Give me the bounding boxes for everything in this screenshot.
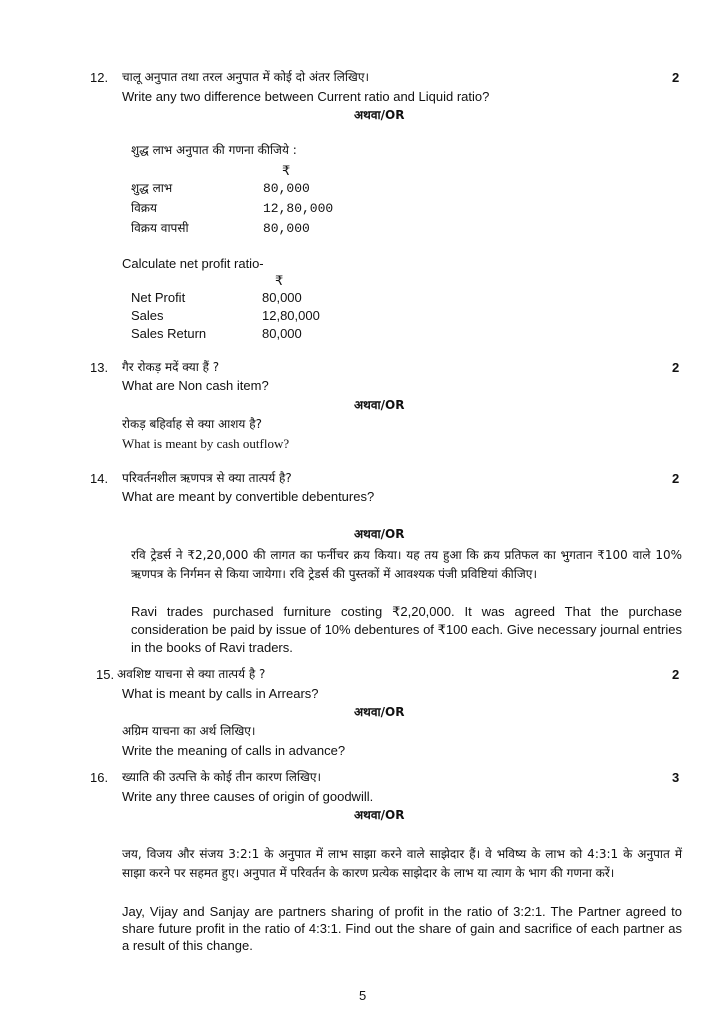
- q16-english-text: Write any three causes of origin of goodwill.: [122, 789, 374, 804]
- q12-english-rupee-symbol: ₹: [275, 273, 284, 288]
- q14-english-text: What are meant by convertible debentures?: [122, 489, 375, 504]
- q16-alt-hindi-paragraph: जय, विजय और संजय 3:2:1 के अनुपात में लाभ साझा करने वाले साझेदार हैं। वे भविष्य के लाभ को 4:3:1 के अनुपात में साझा करने पर सहमत हुए। अनुपात में परिवर्तन के कारण प्रत्येक साझेदार के लाभ या त्याग के भाग की गणना करें।: [122, 847, 682, 880]
- q15-or-label: अथवा/OR: [354, 705, 405, 719]
- q14-hindi-text: परिवर्तनशील ऋणपत्र से क्या तात्पर्य है?: [122, 471, 292, 485]
- q16-alt-english-paragraph: Jay, Vijay and Sanjay are partners sharing of profit in the ratio of 3:2:1. The Partner agreed to share future profit in the ratio of 4:3:1. Find out the share of gain and sacrifice of each partner as a result of this change.: [122, 904, 682, 953]
- q12-english-row-value: 80,000: [262, 290, 302, 305]
- q16-marks: 3: [672, 770, 680, 785]
- q12-hindi-row-value: 80,000: [263, 221, 310, 236]
- q15-hindi-text: अवशिष्ट याचना से क्या तात्पर्य है ?: [117, 667, 266, 681]
- q12-english-text: Write any two difference between Current ratio and Liquid ratio?: [122, 89, 490, 104]
- q12-hindi-row-label: विक्रय: [131, 201, 157, 215]
- q14-alt-english-paragraph: Ravi trades purchased furniture costing ₹2,20,000. It was agreed That the purchase consideration be paid by issue of 10% debentures of ₹100 each. Give necessary journal entries in the books of Ravi traders.: [131, 604, 682, 655]
- q14-marks: 2: [672, 471, 680, 486]
- q12-hindi-row-value: 80,000: [263, 181, 310, 196]
- q12-english-row-label: Net Profit: [131, 290, 186, 305]
- q12-alt-english-title: Calculate net profit ratio-: [122, 256, 264, 271]
- q12-hindi-rupee-symbol: ₹: [282, 163, 291, 178]
- q15-alt-hindi-text: अग्रिम याचना का अर्थ लिखिए।: [122, 724, 256, 738]
- q13-number: 13.: [90, 360, 109, 375]
- q13-alt-english-text: What is meant by cash outflow?: [122, 436, 290, 451]
- q13-hindi-text: गैर रोकड़ मदें क्या हैं ?: [122, 360, 220, 374]
- q12-number: 12.: [90, 70, 109, 85]
- q12-hindi-row-value: 12,80,000: [263, 201, 334, 216]
- q14-alt-hindi-paragraph: रवि ट्रेडर्स ने ₹2,20,000 की लागत का फर्नीचर क्रय किया। यह तय हुआ कि क्रय प्रतिफल का भुगतान ₹100 वाले 10% ऋणपत्र के निर्गमन से किया जायेगा। रवि ट्रेडर्स की पुस्तकों में आवश्यक पंजी प्रविष्टियां कीजिए।: [131, 548, 682, 581]
- q15-english-text: What is meant by calls in Arrears?: [122, 686, 319, 701]
- q12-alt-hindi-title: शुद्ध लाभ अनुपात की गणना कीजिये :: [131, 143, 297, 157]
- q12-marks: 2: [672, 70, 680, 85]
- q12-hindi-row-label: शुद्ध लाभ: [131, 181, 173, 195]
- q12-english-row-label: Sales: [131, 308, 164, 323]
- q14-or-label: अथवा/OR: [354, 527, 405, 541]
- q12-hindi-text: चालू अनुपात तथा तरल अनुपात में कोई दो अंतर लिखिए।: [122, 70, 370, 84]
- q16-or-label: अथवा/OR: [354, 808, 405, 822]
- q15-number: 15.: [96, 667, 115, 682]
- q16-hindi-text: ख्याति की उत्पत्ति के कोई तीन कारण लिखिए।: [122, 770, 322, 784]
- q14-number: 14.: [90, 471, 109, 486]
- q13-english-text: What are Non cash item?: [122, 378, 269, 393]
- q13-alt-hindi-text: रोकड़ बहिर्वाह से क्या आशय है?: [122, 417, 262, 431]
- page-number: 5: [359, 988, 367, 1003]
- q12-english-row-label: Sales Return: [131, 326, 207, 341]
- q12-or-label: अथवा/OR: [354, 108, 405, 122]
- q15-alt-english-text: Write the meaning of calls in advance?: [122, 743, 346, 758]
- q15-marks: 2: [672, 667, 680, 682]
- q12-english-row-value: 12,80,000: [262, 308, 320, 323]
- q12-hindi-row-label: विक्रय वापसी: [131, 221, 189, 235]
- q12-english-row-value: 80,000: [262, 326, 302, 341]
- q16-number: 16.: [90, 770, 109, 785]
- q13-marks: 2: [672, 360, 680, 375]
- q13-or-label: अथवा/OR: [354, 398, 405, 412]
